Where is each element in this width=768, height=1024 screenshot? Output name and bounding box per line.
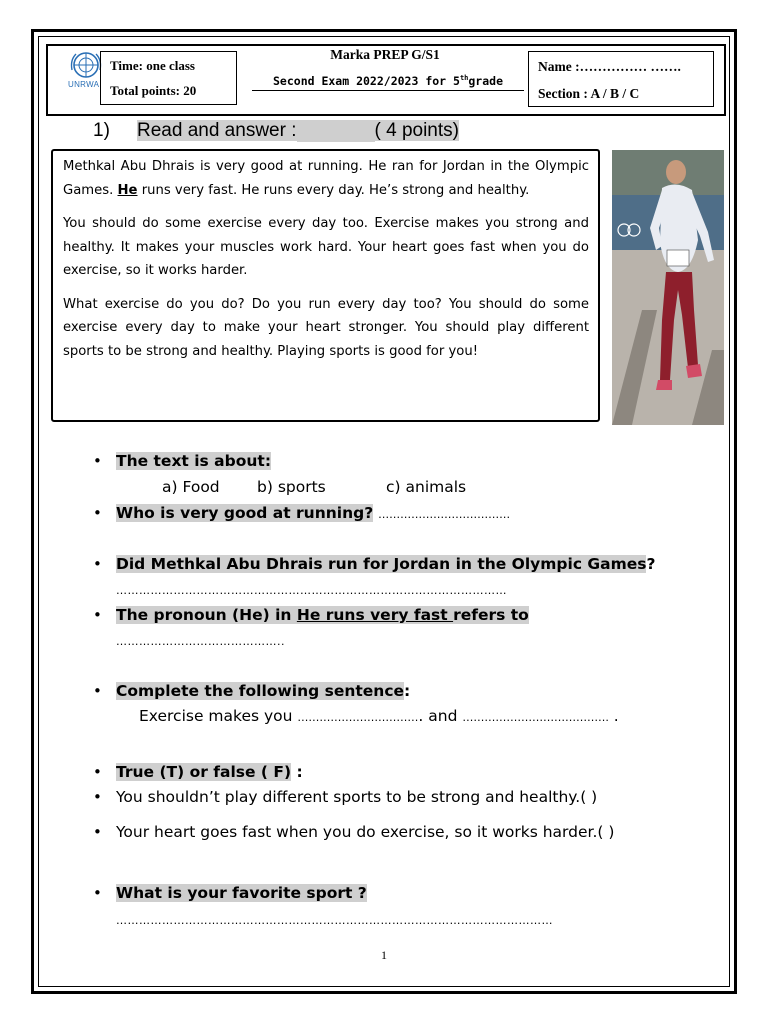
answer-line[interactable]: …………………………………………………………………………………………	[116, 584, 507, 597]
section-field[interactable]: Section : A / B / C	[538, 86, 640, 101]
bullet-icon: •	[93, 606, 102, 624]
bullet-icon: •	[93, 823, 102, 841]
question-points: ( 4 points)	[374, 120, 459, 141]
choices-row	[162, 478, 466, 496]
answer-line[interactable]: ………………………………	[378, 508, 511, 521]
complete-sentence-line: Exercise makes you ……………………………. and …………………………………. .	[139, 707, 619, 725]
student-name-field[interactable]: Name :…………… …….	[538, 59, 681, 74]
runner-illustration	[612, 150, 724, 425]
logo-text: UNRWA	[68, 80, 100, 89]
question-number: 1)	[93, 120, 110, 141]
page-number: 1	[381, 948, 387, 962]
time-label: Time: one class	[110, 58, 195, 73]
bullet-icon: •	[93, 682, 102, 700]
answer-blank-1[interactable]: ……………………………	[297, 711, 419, 724]
pronoun-he-highlight: He	[117, 182, 138, 198]
answer-blank-2[interactable]: ………………………………….	[462, 711, 609, 724]
bullet-icon: •	[93, 504, 102, 522]
question-title: Read and answer :	[137, 120, 297, 141]
pronoun-phrase: He runs very fast	[296, 606, 454, 624]
exam-title: Second Exam 2022/2023 for 5thgrade	[252, 74, 524, 91]
choice-c[interactable]: c) animals	[386, 478, 467, 496]
bullet-icon: •	[93, 884, 102, 902]
passage-paragraph-2: You should do some exercise every day too. Exercise makes you strong and healthy. It makes your muscles work hard. Your heart goes fast when you do exercise, so it works harder.	[63, 216, 589, 278]
answer-line[interactable]: ……………………………………..	[116, 635, 285, 648]
passage-paragraph-3: What exercise do you do? Do you run every day too? You should do some exercise every day to make your heart stronger. You should play different sports to be strong and healthy. Playing sports is good for you!	[63, 296, 589, 359]
reading-passage	[51, 149, 600, 422]
bullet-icon: •	[93, 788, 102, 806]
choice-a[interactable]: a) Food	[162, 478, 220, 496]
choice-b[interactable]: b) sports	[257, 478, 326, 496]
student-info-box	[528, 51, 714, 107]
total-points-label: Total points: 20	[110, 83, 197, 98]
question-1-heading	[93, 120, 459, 142]
time-points-box	[100, 51, 237, 105]
bullet-icon: •	[93, 555, 102, 573]
answer-line[interactable]: ……………………………………………………………………………………………………	[116, 914, 553, 927]
passage-paragraph-1: Methkal Abu Dhrais is very good at running. He ran for Jordan in the Olympic Games. He runs very fast. He runs every day. He’s strong and healthy.	[63, 159, 589, 198]
bullet-icon: •	[93, 452, 102, 470]
bullet-icon: •	[93, 763, 102, 781]
school-name: Marka PREP G/S1	[330, 47, 440, 62]
